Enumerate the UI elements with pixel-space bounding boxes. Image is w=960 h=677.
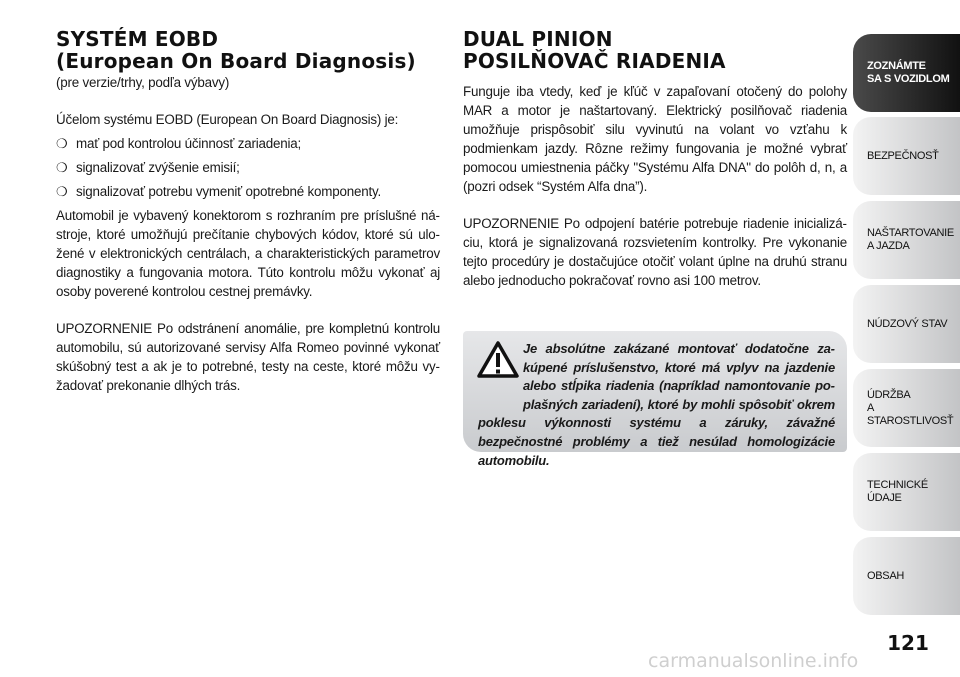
eobd-subtitle: (pre verzie/trhy, podľa výbavy) <box>56 75 230 90</box>
list-item <box>56 158 440 177</box>
dual-pinion-paragraph-1: Funguje iba vtedy, keď je kľúč v zapaľovaní otočený do polohy MAR a motor je naštartovaný. Elektrický posilňovač riadenia umožňuje prispôsobiť silu vyvinutú na volant vo vzťahu k podmienkam jazdy. Rôzne režimy fungovania je možné vybrať pomocou umiestnenia páčky "Systému Alfa DNA" do polôh d, n, a (pozri odsek “Systém Alfa dna”). <box>463 84 847 194</box>
bullet-circle-icon: ❍ <box>56 136 68 151</box>
tab-technicke-udaje[interactable] <box>853 453 960 531</box>
eobd-title-line2: (European On Board Diagnosis) <box>56 49 416 73</box>
bullet-circle-icon: ❍ <box>56 160 68 175</box>
warning-text-wrap <box>478 340 835 470</box>
tab-label-line1: TECHNICKÉ <box>867 479 928 491</box>
bullet-text: signalizovať zvýšenie emisií; <box>76 160 240 175</box>
tab-label-line1: OBSAH <box>867 569 905 582</box>
tab-udrzba-a-starostlivost[interactable] <box>853 369 960 447</box>
dual-pinion-section <box>463 28 847 290</box>
eobd-title <box>56 28 440 72</box>
tab-label-line2: SA S VOZIDLOM <box>867 73 950 85</box>
eobd-paragraph-2: UPOZORNENIE Po odstránení anomálie, pre kompletnú kontrolu automobilu, sú autorizované servisy Alfa Romeo povinné vykonať skúšobný test a ak je to potrebné, testy na ceste, ktoré môžu vyžadovať prekonanie dlhých trás. <box>56 321 440 393</box>
page-number: 121 <box>887 631 929 655</box>
eobd-section <box>56 28 440 395</box>
tab-zoznamte-sa-s-vozidlom[interactable] <box>853 34 960 112</box>
dual-pinion-paragraph-2: UPOZORNENIE Po odpojení batérie potrebuje riadenie inicializáciu, ktorá je signalizovaná rozsvietením kontrolky. Pre vykonanie tejto procedúry je dostačujúce otočiť volant úplne na druhú stranu alebo jednoducho pokračovať rovno asi 100 metrov. <box>463 216 847 288</box>
tab-bezpecnost[interactable] <box>853 117 960 195</box>
list-item <box>56 134 440 153</box>
warning-text: Je absolútne zakázané montovať dodatočne zakúpené príslušenstvo, ktoré má vplyv na jazdenie alebo stĺpika riadenia (napríklad namontovanie poplašných zariadení), ktoré by mohli spôsobiť okrem poklesu výkonnosti systému a záruky, závažné bezpečnostné problémy a tiež nesúlad homologizácie automobilu. <box>478 341 835 468</box>
tab-label-line1: NAŠTARTOVANIE <box>867 227 954 239</box>
dual-pinion-title-line1: DUAL PINION <box>463 27 613 51</box>
tab-label-line2: A JAZDA <box>867 240 910 252</box>
warning-box <box>463 331 847 468</box>
bullet-circle-icon: ❍ <box>56 184 68 199</box>
bullet-text: mať pod kontrolou účinnosť zariadenia; <box>76 136 302 151</box>
tab-obsah[interactable] <box>853 537 960 615</box>
tab-nudzovy-stav[interactable] <box>853 285 960 363</box>
eobd-title-line1: SYSTÉM EOBD <box>56 27 219 51</box>
tab-nastartovanie-a-jazda[interactable] <box>853 201 960 279</box>
eobd-intro: Účelom systému EOBD (European On Board Diagnosis) je: <box>56 112 399 127</box>
tab-label-line1: ZOZNÁMTE <box>867 60 926 72</box>
dual-pinion-title-line2: POSILŇOVAČ RIADENIA <box>463 49 726 73</box>
eobd-paragraph-1: Automobil je vybavený konektorom s rozhraním pre príslušné nástroje, ktoré umožňujú prečítanie chybových kódov, ktoré sú uložené v elektronických centrálach, a charakteristických parametrov diagnostiky a fungovania motora. Túto kontrolu môžu vykonať aj osoby poverené kontrolou cestnej premávky. <box>56 208 440 299</box>
watermark: carmanualsonline.info <box>648 650 859 672</box>
tab-label-line1: ÚDRŽBA <box>867 388 911 401</box>
list-item <box>56 182 440 201</box>
tab-label-line2: A STAROSTLIVOSŤ <box>867 401 954 427</box>
tab-label-line1: BEZPEČNOSŤ <box>867 149 939 162</box>
dual-pinion-title <box>463 28 847 72</box>
tab-label-line1: NÚDZOVÝ STAV <box>867 317 948 330</box>
tab-label-line2: ÚDAJE <box>867 492 902 504</box>
bullet-text: signalizovať potrebu vymeniť opotrebné komponenty. <box>76 184 381 199</box>
